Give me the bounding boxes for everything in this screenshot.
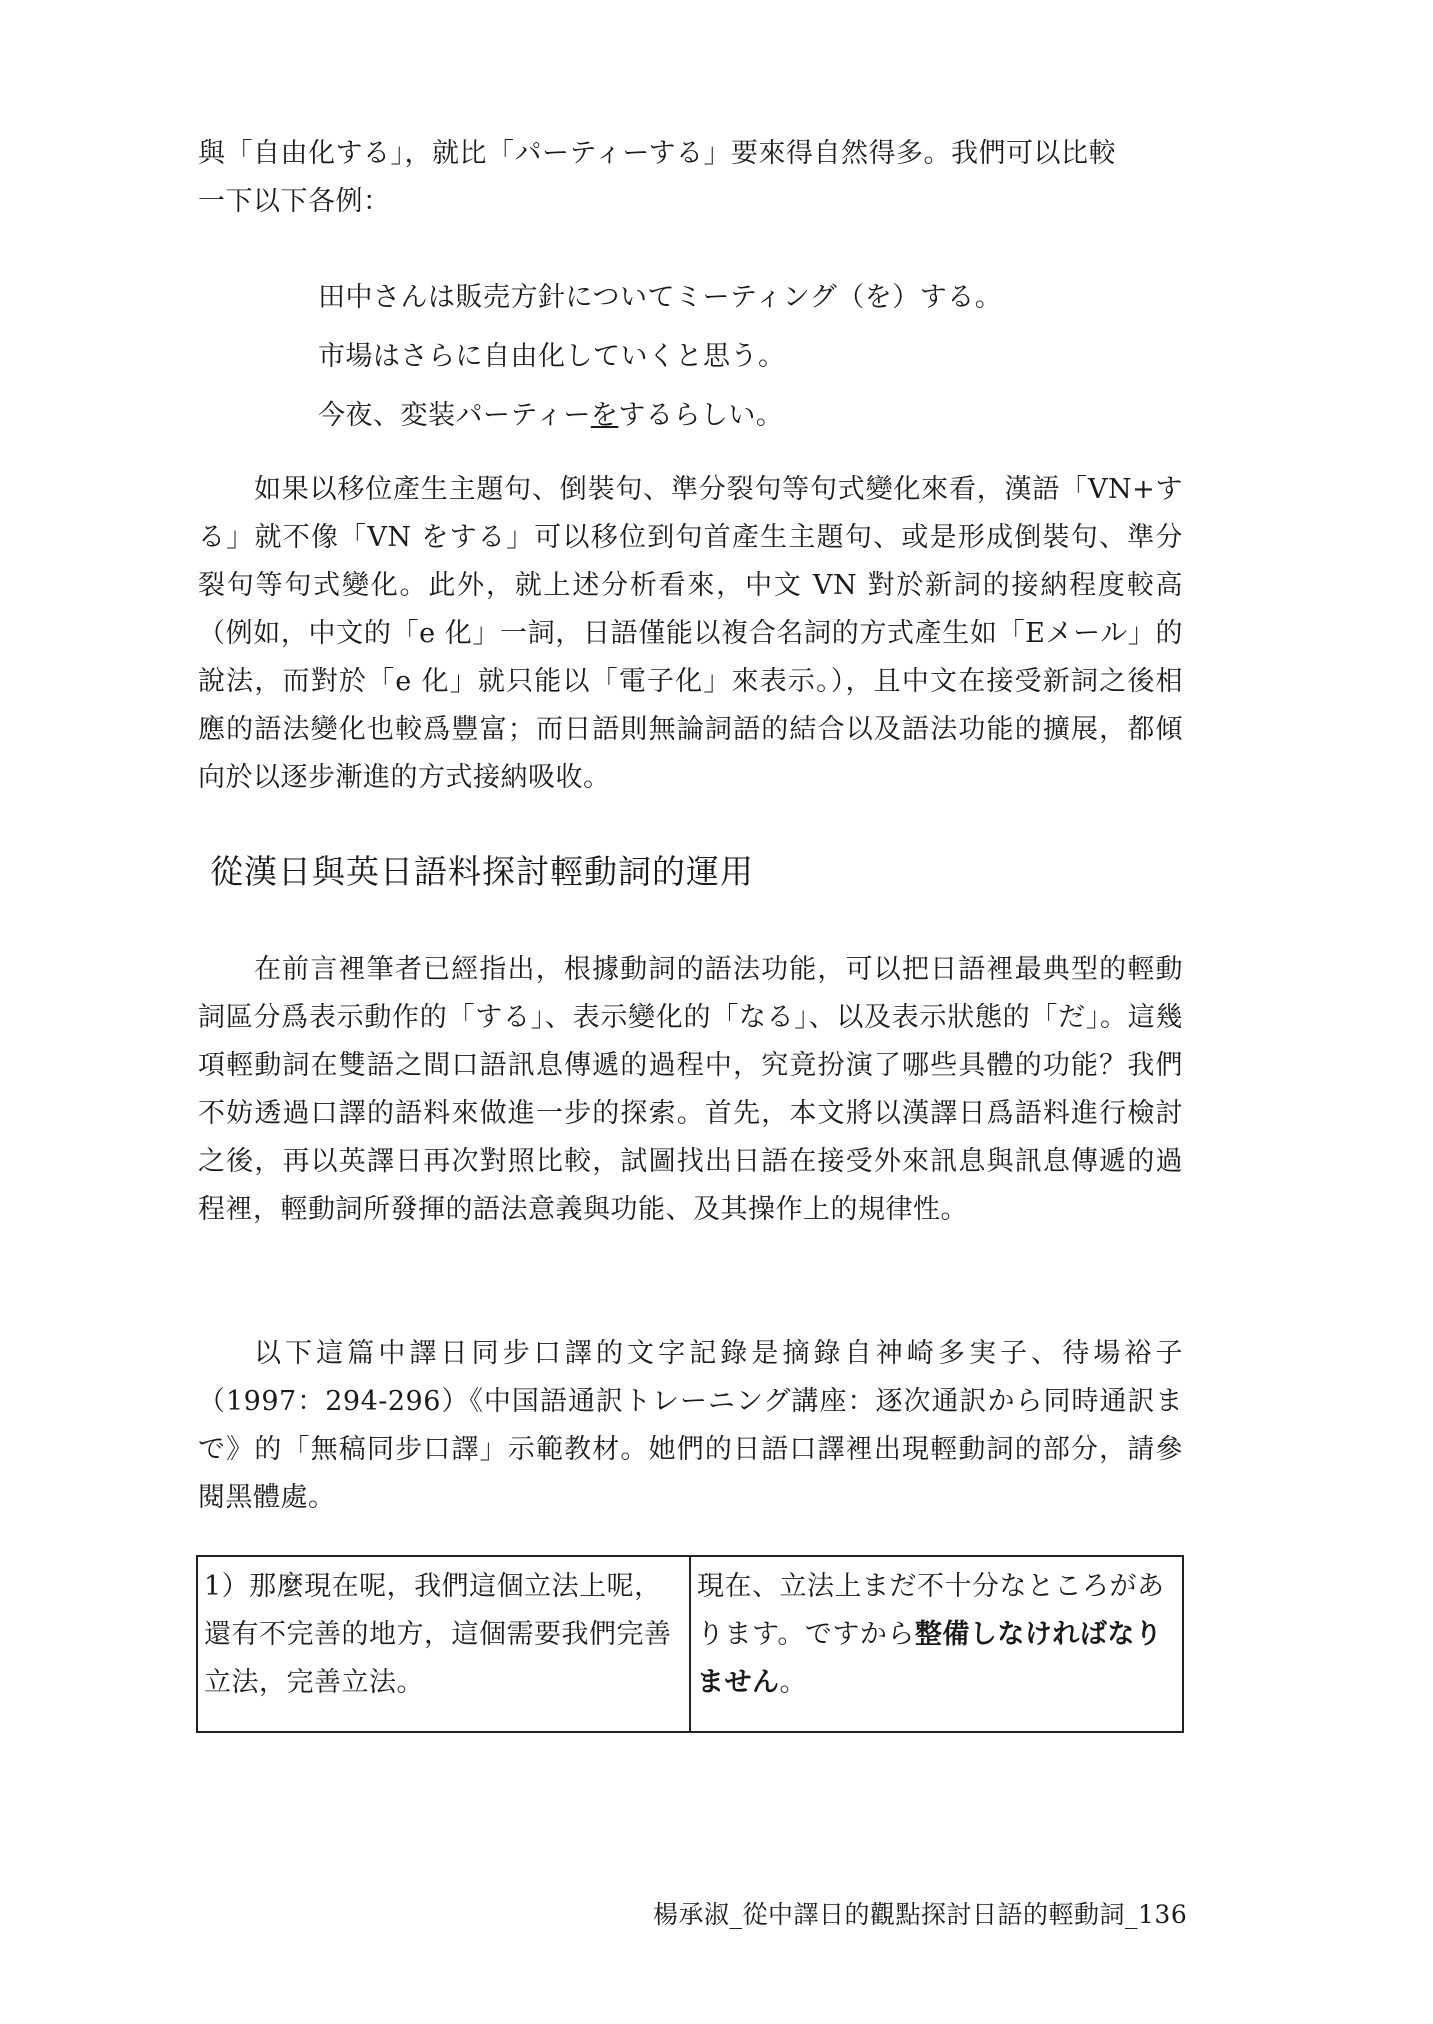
intro-line-1: 與「自由化する」，就比「パーティーする」要來得自然得多。我們可以比較 (198, 138, 1116, 169)
example-3 (318, 386, 1178, 445)
example-2: 市場はさらに自由化していくと思う。 (318, 341, 786, 372)
analysis-paragraph (198, 466, 1183, 802)
example-list (318, 268, 1178, 445)
section-paragraph-2 (198, 1330, 1183, 1522)
table-cell-chinese: 1）那麼現在呢，我們這個立法上呢，還有不完善的地方，這個需要我們完善立法，完善立法。 (197, 1556, 690, 1732)
interpretation-table-block (196, 1555, 1181, 1733)
intro-paragraph (198, 130, 1183, 226)
japanese-bold-text: 整備しなければな (914, 1619, 1135, 1650)
section-heading-block (210, 846, 1195, 893)
example-3-underlined: を (590, 400, 619, 431)
example-3-before: 今夜、変装パーティー (318, 400, 591, 431)
analysis-text: 如果以移位產生主題句、倒裝句、準分裂句等句式變化來看，漢語「VN+する」就不像「VN をする」可以移位到句首產生主題句、或是形成倒裝句、準分裂句等句式變化。此外，就上述分析看來，中文 VN 對於新詞的接納程度較高（例如，中文的「e 化」一詞，日語僅能以複合名詞的方式產生如「Eメール」的說法，而對於「e 化」就只能以「電子化」來表示。），且中文在接受新詞之後相應的語法變化也較爲豐富；而日語則無論詞語的結合以及語法功能的擴展，都傾向於以逐步漸進的方式接納吸收。 (198, 474, 1183, 793)
page-footer: 楊承淑_從中譯日的觀點探討日語的輕動詞_136 (653, 1900, 1188, 1929)
section-paragraph-1 (198, 946, 1183, 1234)
japanese-text-before: 現在、立法上まだ不十分なところがあります。ですから (697, 1571, 1165, 1650)
japanese-text-after: 。 (779, 1667, 807, 1698)
interpretation-table (196, 1555, 1184, 1733)
example-1: 田中さんは販売方針についてミーティング（を）する。 (318, 282, 1003, 313)
section-paragraph-2-text: 以下這篇中譯日同步口譯的文字記錄是摘錄自神崎多実子、待場裕子（1997：294-296）《中国語通訳トレーニング講座：逐次通訳から同時通訳まで》的「無稿同步口譯」示範教材。她們的日語口譯裡出現輕動詞的部分，請參閱黑體處。 (198, 1338, 1183, 1513)
japanese-bold-text-2: りません (697, 1619, 1163, 1698)
table-row (197, 1556, 1183, 1732)
section-paragraph-1-text: 在前言裡筆者已經指出，根據動詞的語法功能，可以把日語裡最典型的輕動詞區分爲表示動作的「する」、表示變化的「なる」、以及表示狀態的「だ」。這幾項輕動詞在雙語之間口語訊息傳遞的過程中，究竟扮演了哪些具體的功能？我們不妨透過口譯的語料來做進一步的探索。首先，本文將以漢譯日爲語料進行檢討之後，再以英譯日再次對照比較，試圖找出日語在接受外來訊息與訊息傳遞的過程裡，輕動詞所發揮的語法意義與功能、及其操作上的規律性。 (198, 954, 1183, 1225)
section-heading: 從漢日與英日語料探討輕動詞的運用 (210, 852, 754, 891)
intro-line-2: 一下以下各例： (198, 186, 391, 217)
example-3-after: するらしい。 (618, 400, 784, 431)
table-cell-japanese (690, 1556, 1183, 1732)
